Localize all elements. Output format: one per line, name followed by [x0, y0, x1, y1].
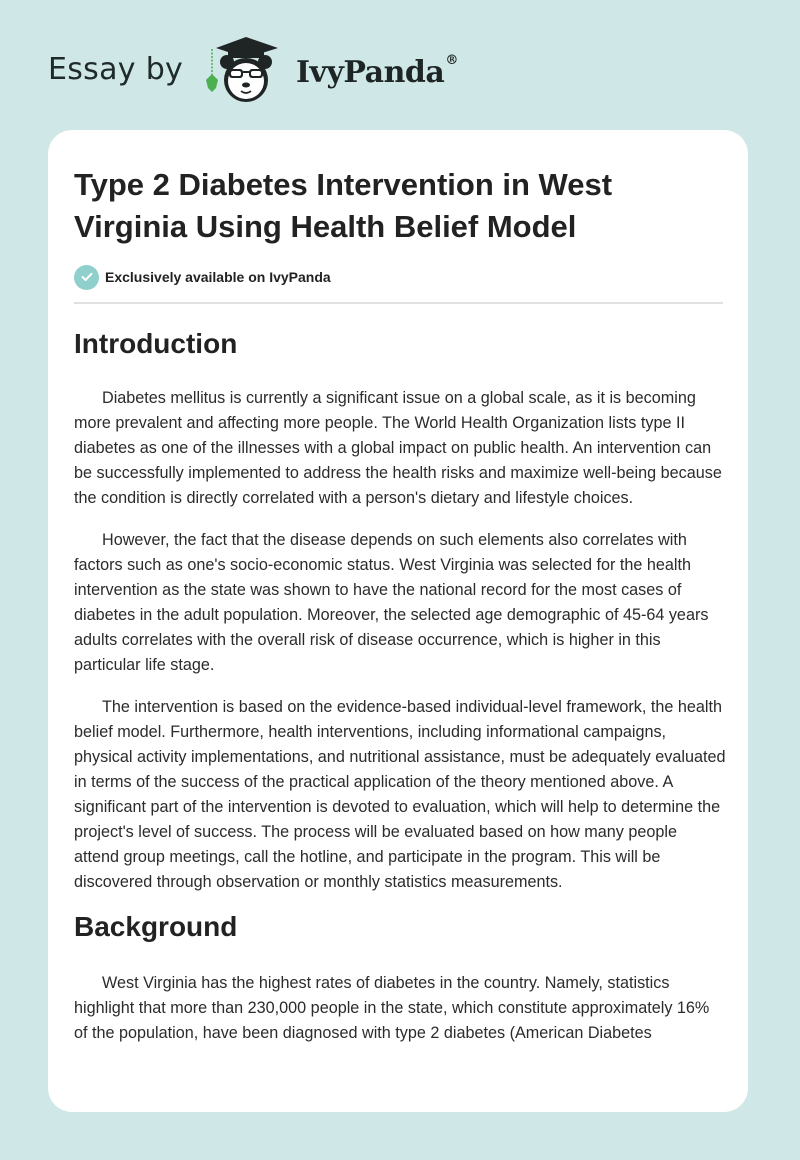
essay-card	[48, 130, 748, 1112]
exclusive-badge-label: Exclusively available on IvyPanda	[105, 269, 331, 285]
section-heading-background: Background	[74, 911, 238, 942]
check-circle-icon	[74, 265, 99, 290]
brand-name[interactable]	[296, 55, 458, 90]
paragraph: West Virginia has the highest rates of diabetes in the country. Namely, statistics highlight that more than 230,000 people in the state, which constitute approximately 16% of the population, have been diagnosed with type 2 diabetes (American Diabetes	[74, 974, 710, 1042]
site-header	[0, 0, 800, 130]
brand-text: IvyPanda	[296, 55, 445, 90]
paragraph: However, the fact that the disease depends on such elements also correlates with factors such as one's socio-economic status. West Virginia was selected for the health intervention as the state was shown to have the national record for the most cases of diabetes in the adult population. Moreover, the selected age demographic of 45-64 years adults correlates with the overall risk of disease occurrence, which is higher in this particular life stage.	[74, 531, 709, 674]
section-heading-introduction: Introduction	[74, 328, 238, 359]
panda-graduation-cap-icon[interactable]	[200, 36, 292, 108]
essay-by-label: Essay by	[48, 52, 184, 87]
essay-body	[74, 324, 726, 1046]
registered-mark: ®	[445, 53, 458, 68]
paragraph: Diabetes mellitus is currently a significant issue on a global scale, as it is becoming more prevalent and affecting more people. The World Health Organization lists type II diabetes as one of the illnesses with a global impact on public health. An intervention can be successfully implemented to address the health risks and maximize well-being because the condition is directly correlated with a person's dietary and lifestyle choices.	[74, 389, 722, 507]
page-title: Type 2 Diabetes Intervention in West Virginia Using Health Belief Model	[74, 167, 613, 244]
title-divider	[74, 302, 723, 304]
paragraph: The intervention is based on the evidence-based individual-level framework, the health belief model. Furthermore, health interventions, including informational campaigns, physical activity implementations, and nutritional assistance, must be adequately evaluated in terms of the success of the practical application of the theory mentioned above. A significant part of the intervention is devoted to evaluation, which will help to determine the project's level of success. The process will be evaluated based on how many people attend group meetings, call the hotline, and participate in the program. This will be discovered through observation or monthly statistics measurements.	[74, 698, 726, 891]
exclusive-badge	[74, 264, 331, 290]
